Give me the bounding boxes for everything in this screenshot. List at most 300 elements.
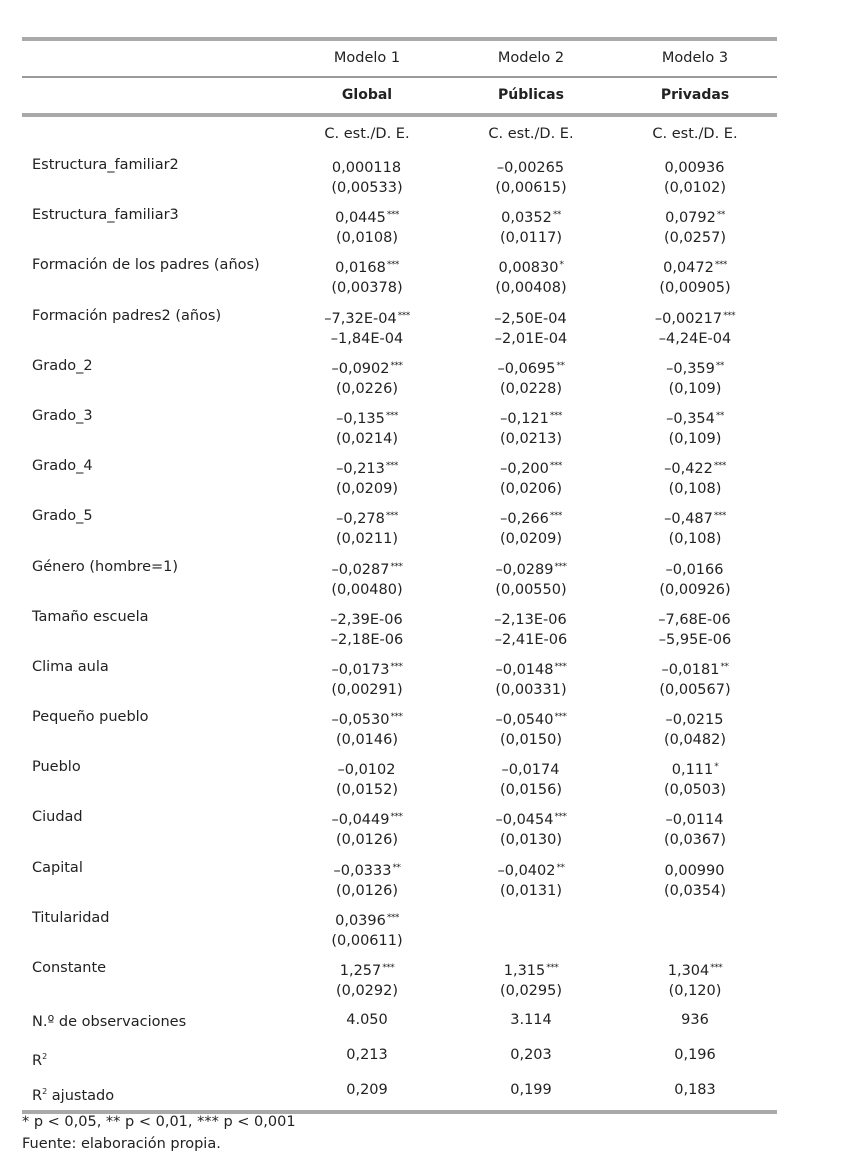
significance-stars: *** [714, 260, 727, 271]
variable-label: Grado_4 [32, 458, 93, 475]
significance-stars: *** [554, 661, 567, 672]
summary-label [32, 1082, 114, 1106]
standard-error: (0,120) [668, 983, 722, 999]
standard-error: (0,0117) [499, 230, 563, 247]
coefficient-number: 0,0352 [501, 210, 552, 227]
coefficient-number: 1,315 [503, 963, 546, 979]
coefficient-cell [282, 607, 452, 653]
coefficient-rows [22, 152, 777, 1005]
coefficient-value [282, 958, 452, 981]
table-row [22, 503, 777, 553]
coefficient-value [282, 356, 452, 379]
coefficient-value [446, 657, 616, 680]
coefficient-cell [282, 858, 452, 904]
coefficient-number: –0,354 [666, 410, 715, 427]
coefficient-value [610, 356, 780, 379]
standard-error: (0,00291) [331, 681, 403, 698]
coefficient-number: –7,32E-04 [324, 310, 397, 327]
coefficient-number: –0,0530 [331, 712, 390, 729]
standard-error [610, 931, 780, 954]
summary-row [22, 1075, 777, 1110]
coefficient-value [446, 757, 616, 780]
coefficient-value [446, 707, 616, 730]
coefficient-cell [446, 255, 616, 301]
standard-error: (0,00615) [495, 180, 567, 196]
significance-stars: *** [713, 511, 726, 522]
standard-error: (0,108) [668, 531, 722, 548]
coefficient-value [282, 858, 452, 881]
variable-label: Estructura_familiar3 [32, 207, 179, 224]
coefficient-number: –2,50E-04 [494, 310, 567, 327]
coefficient-cell [282, 205, 452, 251]
standard-error: (0,00611) [331, 932, 403, 949]
variable-label: Constante [32, 960, 107, 976]
significance-stars: *** [386, 210, 399, 221]
coefficient-value [282, 807, 452, 830]
summary-value: 0,196 [674, 1047, 716, 1064]
summary-label-prefix: R [32, 1088, 43, 1105]
coefficient-number: –0,487 [664, 511, 713, 528]
coefficient-value [282, 908, 452, 931]
standard-error: (0,0131) [499, 882, 563, 899]
sample-header-row [22, 78, 777, 113]
model-1-header: Modelo 1 [333, 50, 401, 66]
coefficient-cell [282, 807, 452, 853]
coefficient-number: –0,0695 [497, 360, 556, 377]
coefficient-value [446, 607, 616, 630]
standard-error: (0,0503) [663, 782, 727, 799]
coefficient-number: –0,200 [500, 461, 549, 478]
coefficient-value [610, 807, 780, 830]
standard-error: (0,0211) [335, 531, 399, 548]
standard-error: (0,00331) [495, 681, 567, 698]
coefficient-number: –0,00265 [496, 160, 565, 176]
coefficient-cell [446, 205, 616, 251]
table-row [22, 754, 777, 804]
significance-stars: ** [552, 210, 561, 221]
model-3-header: Modelo 3 [661, 50, 729, 66]
standard-error: –4,24E-04 [658, 330, 732, 347]
coefficient-cell [446, 406, 616, 452]
coefficient-value [610, 456, 780, 479]
coefficient-number: –0,0174 [501, 762, 560, 779]
significance-stars: *** [713, 461, 726, 472]
coefficient-number: 1,257 [339, 963, 382, 979]
significance-stars: *** [549, 410, 562, 421]
coefficient-number: –0,0902 [331, 360, 390, 377]
significance-stars: ** [556, 862, 565, 873]
summary-label [32, 1047, 47, 1071]
coefficient-number: –0,0148 [495, 661, 554, 678]
coefficient-cell [446, 155, 616, 201]
standard-error: (0,0152) [335, 782, 399, 799]
variable-label: Ciudad [32, 809, 83, 826]
coefficient-value [610, 155, 780, 178]
coefficient-value [610, 657, 780, 680]
standard-error: (0,00550) [495, 581, 567, 598]
coefficient-cell [282, 707, 452, 753]
privadas-header: Privadas [660, 87, 730, 103]
coefficient-number: –0,0449 [331, 812, 390, 829]
standard-error: (0,109) [668, 380, 722, 397]
coefficient-cell [610, 858, 780, 904]
coefficient-cell [282, 456, 452, 502]
significance-stars: *** [549, 511, 562, 522]
coefficient-number: –0,0454 [495, 812, 554, 829]
summary-value: 0,183 [674, 1082, 716, 1099]
standard-error: –2,18E-06 [330, 631, 404, 648]
coefficient-value [282, 155, 452, 178]
standard-error: (0,0150) [499, 732, 563, 749]
table-row [22, 453, 777, 503]
coefficient-number: 0,0472 [663, 260, 714, 277]
summary-label-text: ajustado [47, 1088, 115, 1105]
significance-stars: ** [716, 210, 725, 221]
coefficient-value [446, 306, 616, 329]
coefficient-cell [610, 205, 780, 251]
coefficient-value [282, 406, 452, 429]
variable-label: Grado_5 [32, 508, 93, 525]
standard-error: –2,41E-06 [494, 631, 568, 648]
significance-stars: *** [385, 461, 398, 472]
coefficient-number: –0,0166 [665, 561, 724, 578]
summary-value: 0,199 [510, 1082, 552, 1099]
coefficient-value [610, 707, 780, 730]
coefficient-cell [610, 807, 780, 853]
coefficient-number: –0,0402 [497, 862, 556, 879]
coefficient-number: 1,304 [667, 963, 710, 979]
coefficient-cell [282, 506, 452, 552]
summary-row [22, 1040, 777, 1075]
standard-error: (0,0214) [335, 430, 399, 447]
table-notes [22, 1111, 296, 1155]
summary-value: 3.114 [510, 1012, 552, 1029]
variable-label: Pueblo [32, 759, 81, 776]
coefficient-value [282, 205, 452, 228]
coefficient-cell [446, 607, 616, 653]
coefficient-value [282, 255, 452, 278]
significance-stars: *** [390, 712, 403, 723]
coefficient-value [610, 858, 780, 881]
standard-error: (0,0228) [499, 380, 563, 397]
coefficient-value [446, 155, 616, 178]
coefficient-cell [446, 306, 616, 352]
coefficient-value [446, 506, 616, 529]
coefficient-cell [610, 306, 780, 352]
standard-error [446, 931, 616, 954]
coefficient-cell [446, 506, 616, 552]
coefficient-cell [446, 958, 616, 1004]
standard-error: (0,0226) [335, 380, 399, 397]
significance-stars: *** [385, 410, 398, 421]
coefficient-number: –0,0333 [333, 862, 392, 879]
coefficient-cell [282, 406, 452, 452]
coefficient-cell [610, 607, 780, 653]
coefficient-number: –0,00217 [654, 310, 723, 327]
table-row [22, 855, 777, 905]
coefficient-number: –0,0114 [665, 812, 724, 829]
coefficient-value [610, 757, 780, 780]
coefficient-cell [446, 707, 616, 753]
model-header-row [22, 41, 777, 76]
coefficient-number: –2,13E-06 [494, 611, 567, 628]
coefficient-cell [610, 707, 780, 753]
standard-error: (0,0354) [663, 882, 727, 899]
coefficient-cell [610, 456, 780, 502]
coefficient-cell [446, 807, 616, 853]
coefficient-value [446, 958, 616, 981]
coefficient-cell [446, 456, 616, 502]
coefficient-value [282, 306, 452, 329]
variable-label: Estructura_familiar2 [32, 157, 179, 173]
superscript: 2 [42, 1087, 48, 1097]
table-row [22, 403, 777, 453]
standard-error: (0,00926) [659, 581, 731, 598]
summary-label-text: N.º de observaciones [32, 1014, 187, 1031]
standard-error: (0,0146) [335, 732, 399, 749]
significance-stars: *** [554, 712, 567, 723]
significance-stars: *** [397, 310, 410, 321]
summary-value: 936 [681, 1012, 709, 1029]
coefficient-value [446, 406, 616, 429]
coefficient-value [446, 807, 616, 830]
coefficient-number: 0,0168 [335, 260, 386, 277]
table-row [22, 152, 777, 202]
significance-stars: ** [720, 661, 729, 672]
significance-stars: ** [715, 360, 724, 371]
coefficient-value [446, 356, 616, 379]
coefficient-value [446, 858, 616, 881]
coefficient-value [610, 205, 780, 228]
coefficient-number: –2,39E-06 [330, 611, 403, 628]
coefficient-cell [610, 908, 780, 954]
table-row [22, 604, 777, 654]
coefficient-cell [446, 657, 616, 703]
coefficient-cell [610, 255, 780, 301]
table-row [22, 252, 777, 302]
significance-stars: * [559, 260, 564, 271]
table-row [22, 905, 777, 955]
coefficient-cell [446, 356, 616, 402]
coefficient-value [282, 456, 452, 479]
standard-error: (0,00480) [331, 581, 403, 598]
coefficient-value [446, 908, 616, 931]
coefficient-value [610, 255, 780, 278]
standard-error: (0,0102) [663, 180, 727, 196]
standard-error: (0,00567) [659, 681, 731, 698]
table-row [22, 955, 777, 1005]
standard-error: (0,0209) [335, 481, 399, 498]
coefficient-value [610, 306, 780, 329]
table-row [22, 353, 777, 403]
standard-error: (0,0482) [663, 732, 727, 749]
stat-label: C. est./D. E. [324, 126, 410, 142]
table-row [22, 654, 777, 704]
standard-error: (0,0367) [663, 832, 727, 849]
standard-error: (0,0130) [499, 832, 563, 849]
coefficient-value [610, 506, 780, 529]
coefficient-cell [282, 306, 452, 352]
significance-stars: ** [556, 360, 565, 371]
table-row [22, 804, 777, 854]
standard-error: (0,00378) [331, 280, 403, 297]
coefficient-number: –0,121 [500, 410, 549, 427]
summary-label [32, 1012, 186, 1032]
coefficient-number: –0,278 [336, 511, 385, 528]
coefficient-value [610, 406, 780, 429]
coefficient-number: –0,0173 [331, 661, 390, 678]
summary-value: 0,209 [346, 1082, 388, 1099]
coefficient-number: –0,0181 [661, 661, 720, 678]
coefficient-cell [446, 757, 616, 803]
coefficient-value [446, 456, 616, 479]
coefficient-cell [446, 858, 616, 904]
coefficient-value [282, 607, 452, 630]
standard-error: –2,01E-04 [494, 330, 568, 347]
coefficient-number: 0,00830 [498, 260, 559, 277]
coefficient-value [446, 255, 616, 278]
coefficient-value [282, 557, 452, 580]
variable-label: Grado_2 [32, 357, 93, 374]
significance-stars: *** [386, 912, 399, 923]
coefficient-number: –0,0540 [495, 712, 554, 729]
variable-label: Género (hombre=1) [32, 558, 179, 575]
standard-error: –1,84E-04 [330, 330, 404, 347]
coefficient-cell [610, 506, 780, 552]
table-row [22, 554, 777, 604]
significance-stars: *** [723, 310, 736, 321]
coefficient-number: –7,68E-06 [658, 611, 731, 628]
coefficient-number: –0,0287 [331, 561, 390, 578]
source-note: Fuente: elaboración propia. [22, 1136, 221, 1152]
coefficient-cell [610, 557, 780, 603]
coefficient-value [446, 557, 616, 580]
stat-label: C. est./D. E. [652, 126, 738, 142]
coefficient-cell [610, 356, 780, 402]
significance-stars: *** [546, 963, 559, 973]
coefficient-cell [282, 657, 452, 703]
standard-error: (0,0156) [499, 782, 563, 799]
summary-row [22, 1005, 777, 1040]
stat-label: C. est./D. E. [488, 126, 574, 142]
variable-label: Titularidad [32, 909, 110, 926]
coefficient-cell [282, 557, 452, 603]
standard-error: (0,0257) [663, 230, 727, 247]
coefficient-number: 0,111 [671, 762, 714, 779]
significance-stars: *** [386, 260, 399, 271]
summary-value: 0,203 [510, 1047, 552, 1064]
significance-stars: *** [554, 812, 567, 823]
variable-label: Grado_3 [32, 407, 93, 424]
coefficient-number: –0,266 [500, 511, 549, 528]
coefficient-number: 0,0396 [335, 912, 386, 929]
coefficient-number: –0,0102 [337, 762, 396, 779]
variable-label: Formación padres2 (años) [32, 307, 222, 324]
variable-label: Pequeño pueblo [32, 709, 149, 726]
coefficient-cell [610, 155, 780, 201]
coefficient-value [282, 506, 452, 529]
significance-stars: *** [382, 963, 395, 973]
coefficient-cell [282, 958, 452, 1004]
variable-label: Tamaño escuela [32, 608, 149, 625]
publicas-header: Públicas [498, 87, 564, 103]
summary-value: 0,213 [346, 1047, 388, 1064]
standard-error: (0,0108) [335, 230, 399, 247]
coefficient-number: –0,213 [336, 461, 385, 478]
significance-stars: *** [390, 661, 403, 672]
significance-stars: * [714, 762, 719, 773]
coefficient-cell [610, 406, 780, 452]
coefficient-number: –0,0215 [665, 712, 724, 729]
standard-error: (0,0209) [499, 531, 563, 548]
variable-label: Capital [32, 859, 83, 876]
table-row [22, 303, 777, 353]
coefficient-value [282, 757, 452, 780]
significance-stars: *** [554, 561, 567, 572]
coefficient-cell [610, 657, 780, 703]
coefficient-value [282, 657, 452, 680]
regression-table [22, 37, 777, 1114]
coefficient-value [282, 707, 452, 730]
significance-stars: ** [715, 410, 724, 421]
summary-rows [22, 1005, 777, 1110]
significance-stars: *** [710, 963, 723, 973]
standard-error: (0,0295) [499, 983, 563, 999]
coefficient-cell [446, 557, 616, 603]
standard-error: (0,109) [668, 430, 722, 447]
significance-stars: *** [385, 511, 398, 522]
standard-error: (0,0126) [335, 832, 399, 849]
standard-error: (0,00533) [331, 180, 403, 196]
superscript: 2 [42, 1052, 48, 1062]
coefficient-value [610, 557, 780, 580]
coefficient-value [610, 908, 780, 931]
coefficient-value [610, 958, 780, 981]
significance-stars: *** [549, 461, 562, 472]
coefficient-number: 0,00990 [664, 862, 725, 879]
coefficient-number: –0,359 [666, 360, 715, 377]
significance-stars: ** [392, 862, 401, 873]
coefficient-number: 0,0445 [335, 210, 386, 227]
table-row [22, 704, 777, 754]
coefficient-cell [282, 255, 452, 301]
table-row [22, 202, 777, 252]
global-header: Global [341, 87, 393, 103]
coefficient-cell [282, 757, 452, 803]
coefficient-number: 0,000118 [331, 160, 402, 176]
coefficient-number: 0,00936 [664, 160, 725, 176]
coefficient-number: –0,422 [664, 461, 713, 478]
coefficient-cell [610, 757, 780, 803]
variable-label: Formación de los padres (años) [32, 257, 260, 274]
standard-error: (0,0126) [335, 882, 399, 899]
coefficient-number: –0,135 [336, 410, 385, 427]
coefficient-value [446, 205, 616, 228]
standard-error: –5,95E-06 [658, 631, 732, 648]
variable-label: Clima aula [32, 658, 109, 675]
significance-stars: *** [390, 812, 403, 823]
model-2-header: Modelo 2 [497, 50, 565, 66]
significance-note: * p < 0,05, ** p < 0,01, *** p < 0,001 [22, 1114, 296, 1130]
summary-label-text: R [32, 1053, 43, 1070]
coefficient-cell [610, 958, 780, 1004]
coefficient-cell [282, 155, 452, 201]
significance-stars: *** [390, 561, 403, 572]
coefficient-cell [282, 356, 452, 402]
standard-error: (0,00905) [659, 280, 731, 297]
standard-error: (0,00408) [495, 280, 567, 297]
coefficient-cell [282, 908, 452, 954]
